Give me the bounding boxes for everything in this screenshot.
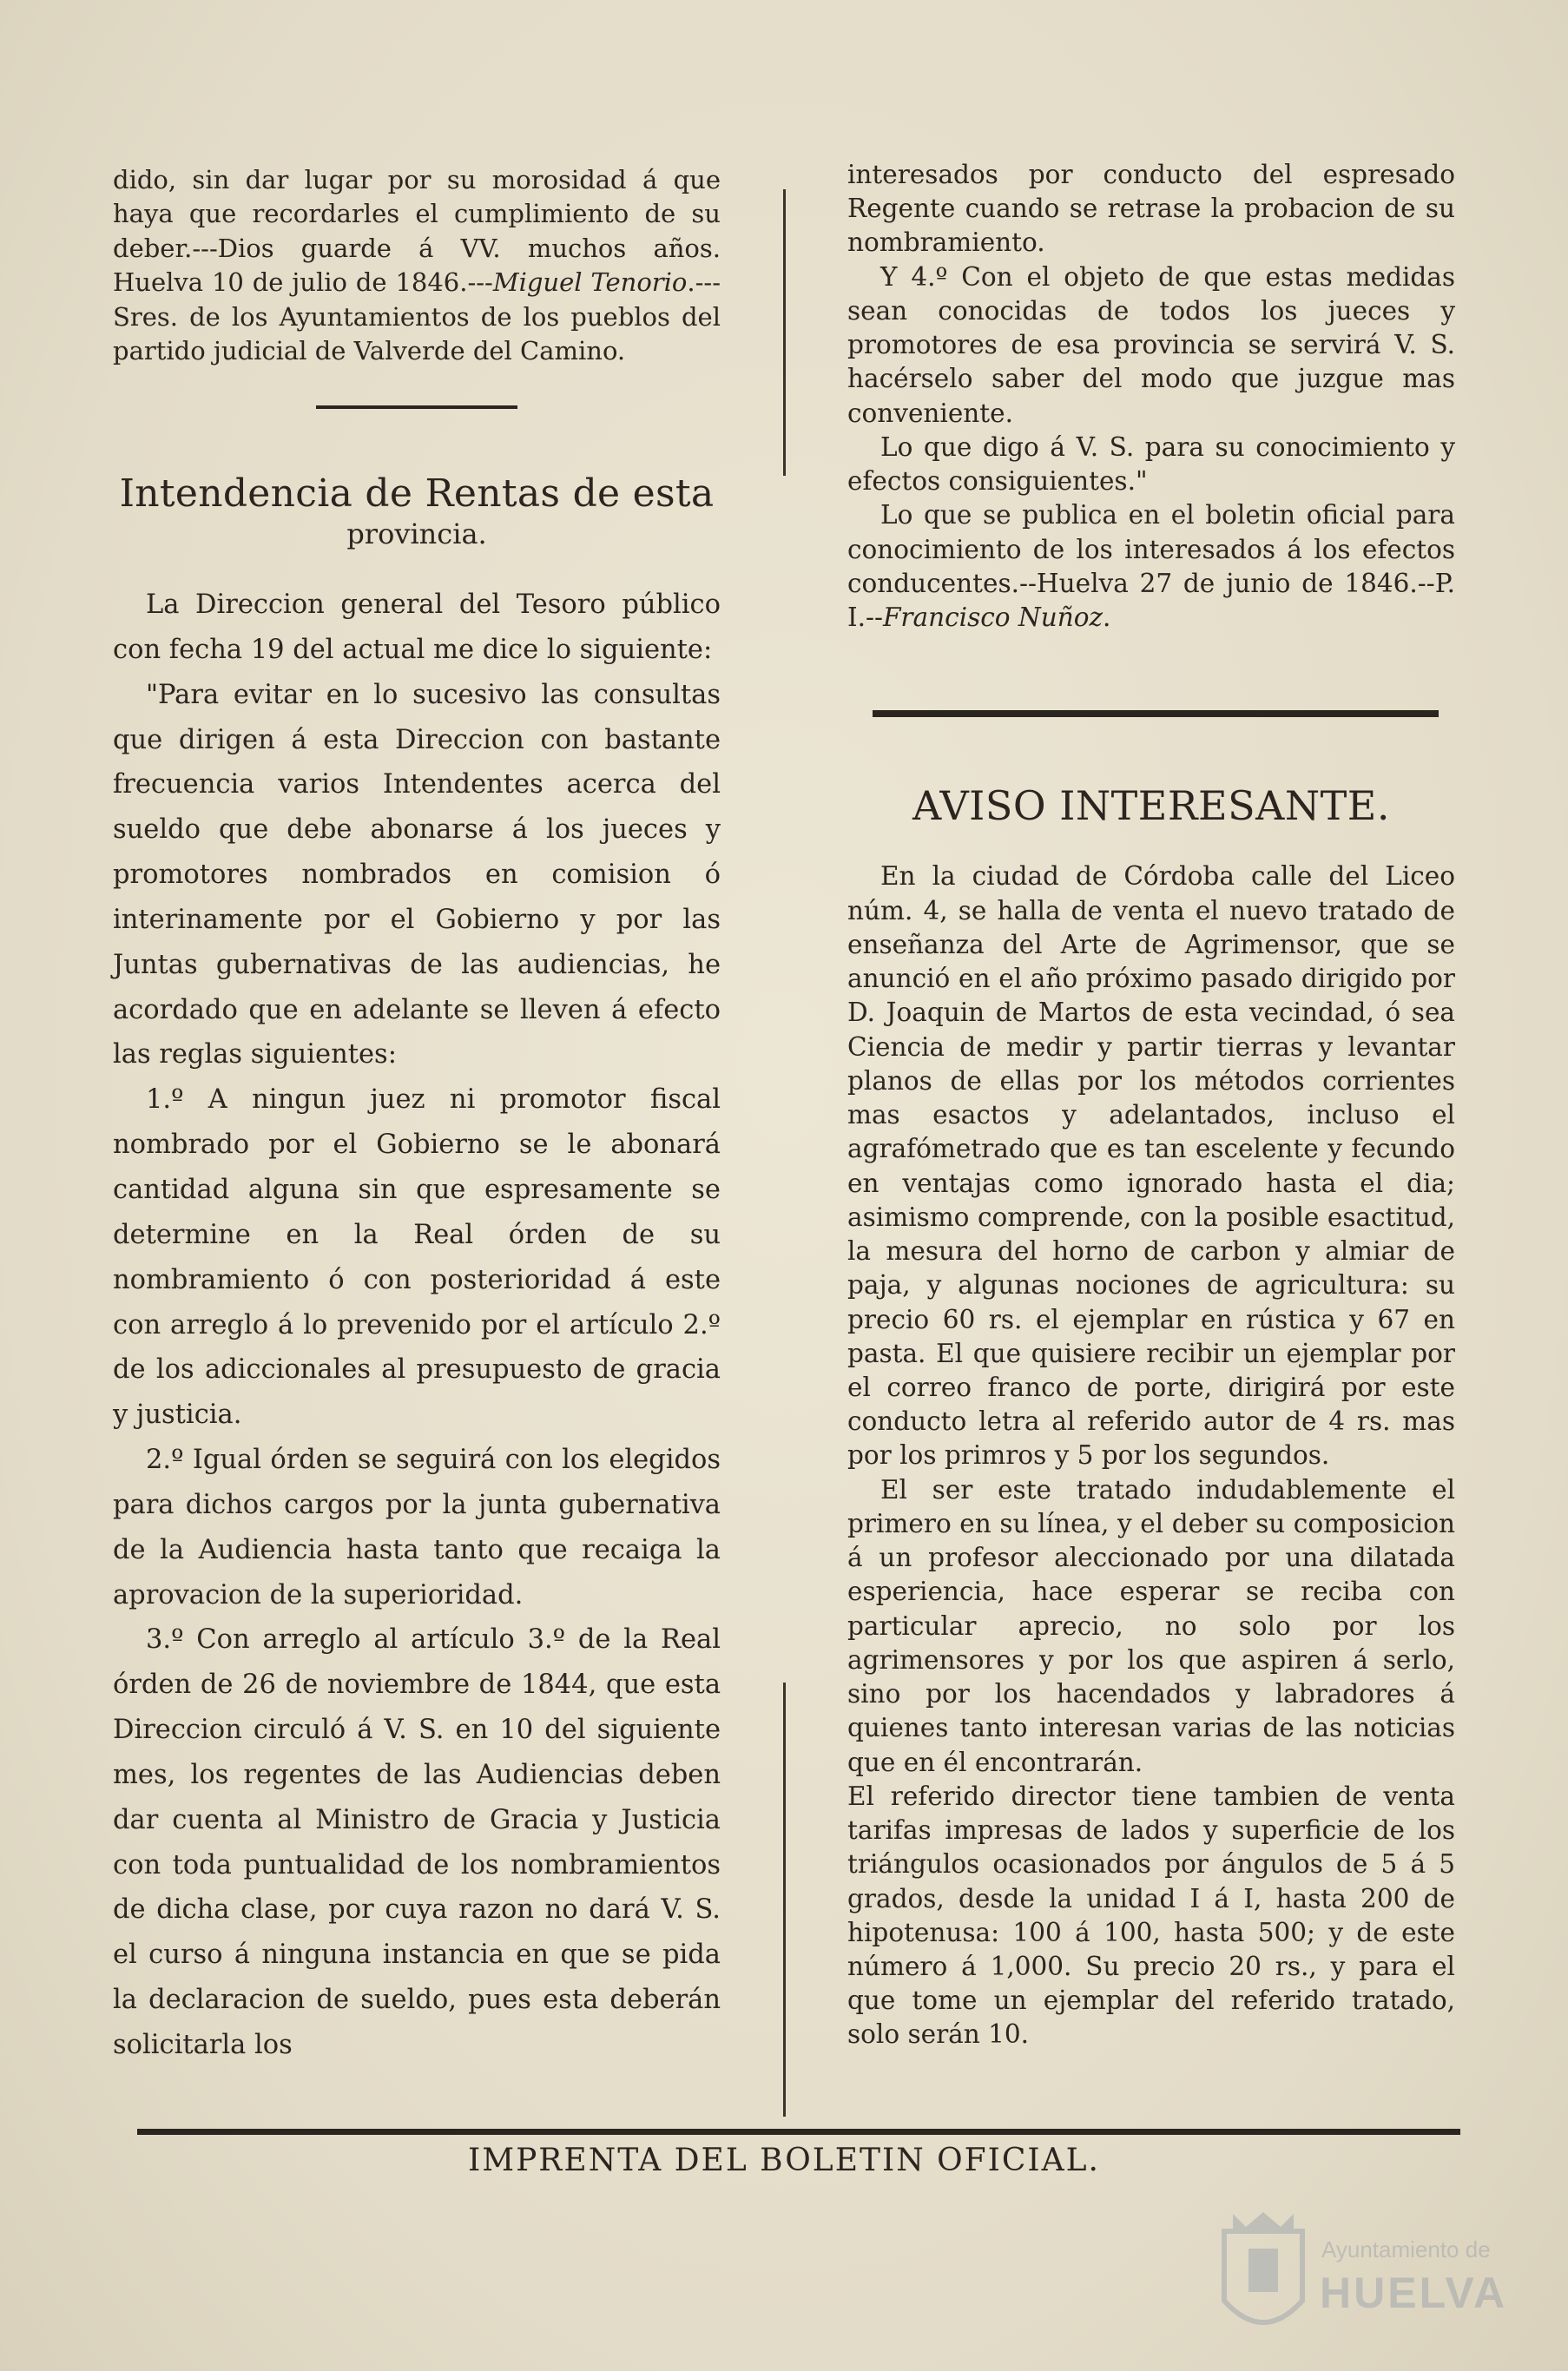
right-paragraph-4 bbox=[847, 498, 1455, 635]
aviso-paragraph-1: En la ciudad de Córdoba calle del Liceo núm. 4, se halla de venta el nuevo tratado de enseñanza del Arte de Agrimensor, que se anunció en el año próximo pasado dirigido por D. Joaquin de Martos de esta vecindad, ó sea Ciencia de medir y partir tierras y levantar planos de ellas por los métodos corrientes mas esactos y adelantados, incluso el agrafómetrado que es tan escelente y fecundo en ventajas como ignorado hasta el dia; asimismo comprende, con la posible esactitud, la mesura del horno de carbon y almiar de paja, y algunas nociones de agricultura: su precio 60 rs. el ejemplar en rústica y 67 en pasta. El que quisiere recibir un ejemplar por el correo franco de porte, dirigirá por este conducto letra al referido autor de 4 rs. mas por los primros y 5 por los segundos. bbox=[847, 861, 1455, 1471]
imprint-line: IMPRENTA DEL BOLETIN OFICIAL. bbox=[468, 2143, 1100, 2178]
paragraph-2: "Para evitar en lo sucesivo las consultas que dirigen á esta Direccion con bastante frecuencia varios Intendentes acerca del sueldo que debe abonarse á los jueces y promotores nombrados en comision ó interinamente por el Gobierno y por las Juntas gubernativas de las audiencias, he acordado que en adelante se lleven á efecto las reglas siguientes: bbox=[113, 679, 721, 1070]
intro-signature: Miguel Tenorio bbox=[492, 267, 688, 298]
right-paragraph-3: Lo que digo á V. S. para su conocimiento y efectos consiguientes." bbox=[847, 431, 1455, 497]
footer-rule bbox=[137, 2129, 1460, 2135]
section-title: Intendencia de Rentas de esta bbox=[119, 471, 715, 516]
aviso-paragraph-2: El ser este tratado indudablemente el primero en su línea, y el deber su composicion á un profesor aleccionado por una dilatada esperiencia, hace esperar se reciba con particular aprecio, no solo por los agrimensores y por los que aspiren á serlo, sino por los hacendados y labradores á quienes tanto interesan varias de las noticias que en él encontrarán. bbox=[847, 1474, 1455, 1777]
right-paragraph-2: Y 4.º Con el objeto de que estas medidas sean conocidas de todos los jueces y promotores de esa provincia se servirá V. S. hacérselo saber del modo que juzgue mas conveniente. bbox=[847, 261, 1455, 428]
paragraph-rule-1: 1.º A ningun juez ni promotor fiscal nombrado por el Gobierno se le abonará cantidad alguna sin que espresamente se determine en la Real órden de su nombramiento ó con posterioridad á este con arreglo á lo prevenido por el artículo 2.º de los adiccionales al presupuesto de gracia y justicia. bbox=[113, 1084, 721, 1431]
paragraph-rule-3: 3.º Con arreglo al artículo 3.º de la Real órden de 26 de noviembre de 1844, que esta Direccion circuló á V. S. en 10 del siguiente mes, los regentes de las Audiencias deben dar cuenta al Ministro de Gracia y Justicia con toda puntualidad de los nombramientos de dicha clase, por cuya razon no dará V. S. el curso á ninguna instancia en que se pida la declaracion de sueldo, pues esta deberán solicitarla los bbox=[113, 1624, 721, 2061]
huelva-watermark-logo bbox=[1207, 2196, 1519, 2353]
coat-of-arms-icon bbox=[1224, 2212, 1302, 2322]
right-section-rule bbox=[873, 710, 1439, 717]
section-subtitle: provincia. bbox=[346, 517, 487, 551]
right-column bbox=[847, 158, 1455, 2052]
section-divider bbox=[316, 405, 517, 409]
column-separator-top bbox=[783, 189, 786, 476]
intro-tail: .---Sres. de los Ayuntamientos de los pueblos del partido judicial de Valverde del Camino. bbox=[113, 267, 721, 366]
paragraph-rule-2: 2.º Igual órden se seguirá con los elegidos para dichos cargos por la junta gubernativa de la Audiencia hasta tanto que recaiga la aprovacion de la superioridad. bbox=[113, 1445, 721, 1610]
right-signature: Francisco Nuñoz bbox=[882, 603, 1103, 633]
watermark-line-1: Ayuntamiento de bbox=[1321, 2236, 1491, 2262]
column-separator-bottom bbox=[783, 1683, 786, 2117]
paragraph-1: La Direccion general del Tesoro público con fecha 19 del actual me dice lo siguiente: bbox=[113, 589, 721, 665]
right-paragraph-1: interesados por conducto del espresado Regente cuando se retrase la probacion de su nombramiento. bbox=[847, 160, 1455, 258]
aviso-paragraph-3: El referido director tiene tambien de venta tarifas impresas de lados y superficie de los triángulos ocasionados por ángulos de 5 á 5 grados, desde la unidad I á I, hasta 200 de hipotenusa: 100 á 100, hasta 500; y de este número á 1,000. Su precio 20 rs., y para el que tome un ejemplar del referido tratado, solo serán 10. bbox=[847, 1781, 1455, 2050]
right-paragraph-4-end: . bbox=[1103, 603, 1111, 633]
intro-paragraph bbox=[113, 163, 721, 369]
right-paragraph-4-text: Lo que se publica en el boletin oficial para conocimiento de los interesados á los efectos conducentes.--Huelva 27 de junio de 1846.--P. I.-- bbox=[847, 500, 1455, 633]
intro-text: dido, sin dar lugar por su morosidad á que haya que recordarles el cumplimiento de su deber.---Dios guarde á VV. muchos años. Huelva 10 de julio de 1846.--- bbox=[113, 165, 721, 298]
watermark-line-2: HUELVA bbox=[1320, 2269, 1508, 2317]
left-column bbox=[113, 163, 721, 2068]
aviso-title: AVISO INTERESANTE. bbox=[912, 782, 1390, 830]
